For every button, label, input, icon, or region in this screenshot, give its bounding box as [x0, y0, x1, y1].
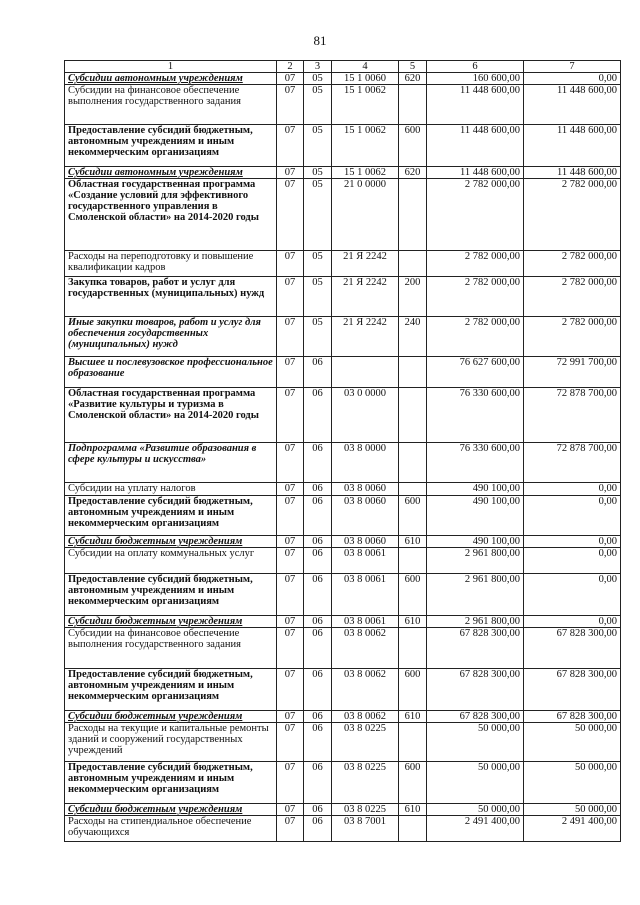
- item-name: Предоставление субсидий бюджетным, автономным учреждениям и иным некоммерческим организациям: [65, 496, 277, 536]
- column-header: 1: [65, 61, 277, 73]
- expense-type-code: 600: [399, 762, 427, 804]
- amount-year-2: 0,00: [524, 73, 621, 85]
- expense-type-code: 610: [399, 616, 427, 628]
- subsection-code: 05: [304, 317, 332, 357]
- amount-year-1: 2 782 000,00: [427, 277, 524, 317]
- budget-table: [64, 60, 621, 842]
- expense-type-code: 620: [399, 73, 427, 85]
- amount-year-1: 50 000,00: [427, 723, 524, 762]
- subsection-code: 06: [304, 804, 332, 816]
- target-article-code: [332, 357, 399, 388]
- amount-year-1: 50 000,00: [427, 804, 524, 816]
- expense-type-code: [399, 179, 427, 251]
- amount-year-2: 0,00: [524, 496, 621, 536]
- amount-year-2: 2 782 000,00: [524, 179, 621, 251]
- table-row: [65, 628, 621, 669]
- expense-type-code: [399, 483, 427, 496]
- table-row: [65, 762, 621, 804]
- target-article-code: 15 1 0060: [332, 73, 399, 85]
- section-code: 07: [277, 443, 304, 483]
- section-code: 07: [277, 251, 304, 277]
- subsection-code: 06: [304, 669, 332, 711]
- section-code: 07: [277, 711, 304, 723]
- section-code: 07: [277, 669, 304, 711]
- amount-year-1: 2 491 400,00: [427, 816, 524, 842]
- subsection-code: 06: [304, 483, 332, 496]
- amount-year-1: 67 828 300,00: [427, 669, 524, 711]
- amount-year-1: 2 782 000,00: [427, 251, 524, 277]
- target-article-code: 03 8 0061: [332, 616, 399, 628]
- amount-year-2: 50 000,00: [524, 762, 621, 804]
- item-name: Расходы на текущие и капитальные ремонты зданий и сооружений государственных учреждений: [65, 723, 277, 762]
- expense-type-code: 600: [399, 669, 427, 711]
- subsection-code: 05: [304, 277, 332, 317]
- subsection-code: 06: [304, 548, 332, 574]
- subsection-code: 05: [304, 125, 332, 167]
- amount-year-1: 2 961 800,00: [427, 574, 524, 616]
- column-header: 6: [427, 61, 524, 73]
- amount-year-2: 50 000,00: [524, 804, 621, 816]
- target-article-code: 03 8 0225: [332, 804, 399, 816]
- amount-year-1: 11 448 600,00: [427, 167, 524, 179]
- target-article-code: 03 8 0062: [332, 669, 399, 711]
- amount-year-1: 160 600,00: [427, 73, 524, 85]
- subsection-code: 05: [304, 73, 332, 85]
- target-article-code: 03 8 0225: [332, 762, 399, 804]
- target-article-code: 15 1 0062: [332, 167, 399, 179]
- target-article-code: 03 8 0062: [332, 628, 399, 669]
- amount-year-2: 72 878 700,00: [524, 443, 621, 483]
- table-row: [65, 443, 621, 483]
- table-row: [65, 816, 621, 842]
- subsection-code: 06: [304, 628, 332, 669]
- item-name: Субсидии бюджетным учреждениям: [65, 536, 277, 548]
- amount-year-2: 0,00: [524, 574, 621, 616]
- expense-type-code: [399, 251, 427, 277]
- section-code: 07: [277, 317, 304, 357]
- target-article-code: 15 1 0062: [332, 125, 399, 167]
- section-code: 07: [277, 723, 304, 762]
- item-name: Субсидии на финансовое обеспечение выполнения государственного задания: [65, 628, 277, 669]
- table-row: [65, 616, 621, 628]
- column-header: 3: [304, 61, 332, 73]
- item-name: Субсидии на финансовое обеспечение выполнения государственного задания: [65, 85, 277, 125]
- subsection-code: 06: [304, 388, 332, 443]
- expense-type-code: 620: [399, 167, 427, 179]
- subsection-code: 05: [304, 85, 332, 125]
- subsection-code: 06: [304, 496, 332, 536]
- expense-type-code: [399, 85, 427, 125]
- amount-year-1: 50 000,00: [427, 762, 524, 804]
- subsection-code: 05: [304, 251, 332, 277]
- section-code: 07: [277, 167, 304, 179]
- table-row: [65, 388, 621, 443]
- item-name: Субсидии бюджетным учреждениям: [65, 711, 277, 723]
- amount-year-2: 11 448 600,00: [524, 85, 621, 125]
- expense-type-code: [399, 388, 427, 443]
- table-row: [65, 804, 621, 816]
- section-code: 07: [277, 816, 304, 842]
- expense-type-code: [399, 723, 427, 762]
- section-code: 07: [277, 628, 304, 669]
- section-code: 07: [277, 548, 304, 574]
- table-row: [65, 496, 621, 536]
- section-code: 07: [277, 762, 304, 804]
- amount-year-2: 2 782 000,00: [524, 317, 621, 357]
- amount-year-2: 2 782 000,00: [524, 277, 621, 317]
- expense-type-code: 610: [399, 711, 427, 723]
- amount-year-1: 490 100,00: [427, 536, 524, 548]
- section-code: 07: [277, 85, 304, 125]
- target-article-code: 03 8 0060: [332, 536, 399, 548]
- target-article-code: 21 0 0000: [332, 179, 399, 251]
- amount-year-2: 0,00: [524, 483, 621, 496]
- amount-year-2: 67 828 300,00: [524, 669, 621, 711]
- subsection-code: 06: [304, 762, 332, 804]
- table-row: [65, 73, 621, 85]
- section-code: 07: [277, 574, 304, 616]
- subsection-code: 06: [304, 536, 332, 548]
- amount-year-2: 0,00: [524, 616, 621, 628]
- target-article-code: 03 8 0061: [332, 548, 399, 574]
- item-name: Высшее и послевузовское профессиональное образование: [65, 357, 277, 388]
- amount-year-1: 490 100,00: [427, 483, 524, 496]
- item-name: Субсидии автономным учреждениям: [65, 73, 277, 85]
- table-row: [65, 548, 621, 574]
- amount-year-1: 2 961 800,00: [427, 548, 524, 574]
- expense-type-code: [399, 357, 427, 388]
- amount-year-2: 2 491 400,00: [524, 816, 621, 842]
- section-code: 07: [277, 357, 304, 388]
- table-row: [65, 711, 621, 723]
- subsection-code: 05: [304, 179, 332, 251]
- target-article-code: 03 8 7001: [332, 816, 399, 842]
- subsection-code: 06: [304, 616, 332, 628]
- item-name: Предоставление субсидий бюджетным, автономным учреждениям и иным некоммерческим организациям: [65, 669, 277, 711]
- expense-type-code: [399, 548, 427, 574]
- subsection-code: 05: [304, 167, 332, 179]
- amount-year-1: 76 330 600,00: [427, 388, 524, 443]
- column-header: 2: [277, 61, 304, 73]
- section-code: 07: [277, 496, 304, 536]
- section-code: 07: [277, 179, 304, 251]
- item-name: Расходы на переподготовку и повышение квалификации кадров: [65, 251, 277, 277]
- amount-year-1: 67 828 300,00: [427, 628, 524, 669]
- table-row: [65, 85, 621, 125]
- table-row: [65, 179, 621, 251]
- column-header: 7: [524, 61, 621, 73]
- table-row: [65, 277, 621, 317]
- item-name: Закупка товаров, работ и услуг для государственных (муниципальных) нужд: [65, 277, 277, 317]
- subsection-code: 06: [304, 574, 332, 616]
- target-article-code: 21 Я 2242: [332, 251, 399, 277]
- amount-year-2: 72 878 700,00: [524, 388, 621, 443]
- subsection-code: 06: [304, 711, 332, 723]
- item-name: Предоставление субсидий бюджетным, автономным учреждениям и иным некоммерческим организациям: [65, 574, 277, 616]
- section-code: 07: [277, 388, 304, 443]
- item-name: Предоставление субсидий бюджетным, автономным учреждениям и иным некоммерческим организациям: [65, 762, 277, 804]
- item-name: Субсидии автономным учреждениям: [65, 167, 277, 179]
- amount-year-2: 67 828 300,00: [524, 628, 621, 669]
- page-number: 81: [313, 33, 327, 48]
- target-article-code: 03 0 0000: [332, 388, 399, 443]
- item-name: Подпрограмма «Развитие образования в сфере культуры и искусства»: [65, 443, 277, 483]
- subsection-code: 06: [304, 357, 332, 388]
- amount-year-2: 67 828 300,00: [524, 711, 621, 723]
- amount-year-1: 490 100,00: [427, 496, 524, 536]
- target-article-code: 03 8 0062: [332, 711, 399, 723]
- expense-type-code: [399, 816, 427, 842]
- expense-type-code: 240: [399, 317, 427, 357]
- amount-year-1: 67 828 300,00: [427, 711, 524, 723]
- section-code: 07: [277, 73, 304, 85]
- target-article-code: 21 Я 2242: [332, 277, 399, 317]
- expense-type-code: 610: [399, 804, 427, 816]
- amount-year-1: 2 782 000,00: [427, 179, 524, 251]
- amount-year-1: 2 782 000,00: [427, 317, 524, 357]
- subsection-code: 06: [304, 723, 332, 762]
- amount-year-2: 0,00: [524, 548, 621, 574]
- amount-year-2: 50 000,00: [524, 723, 621, 762]
- section-code: 07: [277, 536, 304, 548]
- item-name: Субсидии на уплату налогов: [65, 483, 277, 496]
- table-row: [65, 317, 621, 357]
- table-row: [65, 574, 621, 616]
- item-name: Областная государственная программа «Создание условий для эффективного государственного управления в Смоленской области» на 2014-2020 годы: [65, 179, 277, 251]
- expense-type-code: 200: [399, 277, 427, 317]
- target-article-code: 03 8 0061: [332, 574, 399, 616]
- column-header: 5: [399, 61, 427, 73]
- table-row: [65, 669, 621, 711]
- table-row: [65, 536, 621, 548]
- target-article-code: 03 8 0225: [332, 723, 399, 762]
- amount-year-1: 2 961 800,00: [427, 616, 524, 628]
- expense-type-code: [399, 628, 427, 669]
- table-row: [65, 167, 621, 179]
- item-name: Расходы на стипендиальное обеспечение обучающихся: [65, 816, 277, 842]
- table-row: [65, 483, 621, 496]
- item-name: Субсидии бюджетным учреждениям: [65, 804, 277, 816]
- table-row: [65, 125, 621, 167]
- table-row: [65, 723, 621, 762]
- item-name: Субсидии бюджетным учреждениям: [65, 616, 277, 628]
- amount-year-1: 76 330 600,00: [427, 443, 524, 483]
- item-name: Областная государственная программа «Развитие культуры и туризма в Смоленской области» на 2014-2020 годы: [65, 388, 277, 443]
- target-article-code: 21 Я 2242: [332, 317, 399, 357]
- expense-type-code: [399, 443, 427, 483]
- target-article-code: 03 8 0060: [332, 483, 399, 496]
- amount-year-2: 11 448 600,00: [524, 167, 621, 179]
- expense-type-code: 600: [399, 125, 427, 167]
- item-name: Субсидии на оплату коммунальных услуг: [65, 548, 277, 574]
- expense-type-code: 600: [399, 496, 427, 536]
- amount-year-2: 11 448 600,00: [524, 125, 621, 167]
- amount-year-1: 11 448 600,00: [427, 85, 524, 125]
- subsection-code: 06: [304, 816, 332, 842]
- target-article-code: 03 8 0000: [332, 443, 399, 483]
- section-code: 07: [277, 277, 304, 317]
- amount-year-2: 2 782 000,00: [524, 251, 621, 277]
- column-number-row: [65, 61, 621, 73]
- table-row: [65, 357, 621, 388]
- amount-year-1: 11 448 600,00: [427, 125, 524, 167]
- section-code: 07: [277, 616, 304, 628]
- item-name: Иные закупки товаров, работ и услуг для обеспечения государственных (муниципальных) нужд: [65, 317, 277, 357]
- expense-type-code: 600: [399, 574, 427, 616]
- target-article-code: 15 1 0062: [332, 85, 399, 125]
- section-code: 07: [277, 125, 304, 167]
- amount-year-2: 0,00: [524, 536, 621, 548]
- section-code: 07: [277, 483, 304, 496]
- subsection-code: 06: [304, 443, 332, 483]
- amount-year-1: 76 627 600,00: [427, 357, 524, 388]
- section-code: 07: [277, 804, 304, 816]
- amount-year-2: 72 991 700,00: [524, 357, 621, 388]
- target-article-code: 03 8 0060: [332, 496, 399, 536]
- expense-type-code: 610: [399, 536, 427, 548]
- item-name: Предоставление субсидий бюджетным, автономным учреждениям и иным некоммерческим организациям: [65, 125, 277, 167]
- table-row: [65, 251, 621, 277]
- column-header: 4: [332, 61, 399, 73]
